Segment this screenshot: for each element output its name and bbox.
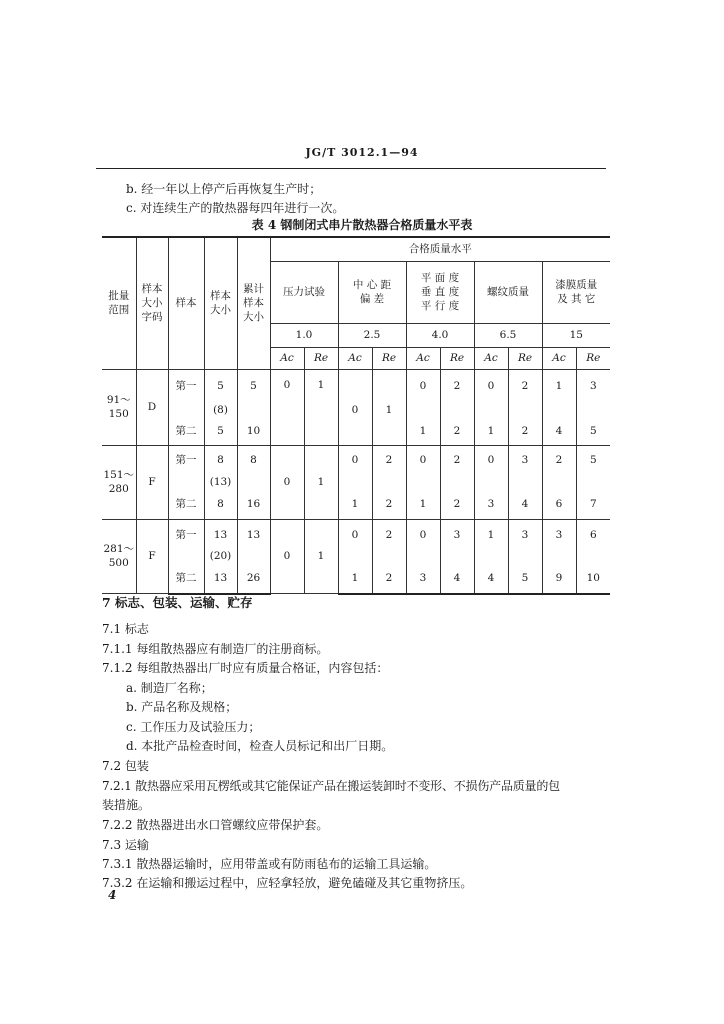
section-7-3-2: 7.3.2 在运输和搬运过程中，应轻拿轻放，避免磕碰及其它重物挤压。 (102, 876, 473, 890)
re-label: Re (576, 347, 610, 369)
value-cell: 2 (508, 417, 542, 445)
value-cell: 1 (474, 417, 508, 445)
sample-size-mid: (8) (204, 403, 237, 417)
pressure-re: 1 (304, 369, 338, 445)
value-cell: 2 (542, 445, 576, 475)
section-7-2-1: 7.2.1 散热器应采用瓦楞纸或其它能保证产品在搬运装卸时不变形、不损伤产品质量的包 (102, 779, 560, 793)
value-cell: 4 (508, 489, 542, 519)
list-item-d: d. 本批产品检查时间，检查人员标记和出厂日期。 (126, 739, 394, 753)
value-cell: 4 (440, 564, 474, 594)
aql-value: 4.0 (406, 323, 474, 347)
section-7-3-1: 7.3.1 散热器运输时，应用带盖或有防雨毡布的运输工具运输。 (102, 857, 437, 871)
head-item-thread: 螺纹质量 (474, 261, 542, 323)
value-cell: 0 (338, 403, 372, 445)
sample-size-first: 5 (204, 369, 237, 403)
value-cell: 0 (406, 369, 440, 403)
sample-size-second: 5 (204, 417, 237, 445)
head-qualified-level: 合格质量水平 (270, 237, 610, 261)
sample-size-second: 8 (204, 489, 237, 519)
value-cell: 2 (508, 369, 542, 403)
aql-value: 6.5 (474, 323, 542, 347)
head-item-center-distance: 中 心 距 偏 差 (338, 261, 406, 323)
value-cell: 4 (474, 564, 508, 594)
section-7-1: 7.1 标志 (102, 622, 149, 636)
pressure-ac: 0 (270, 369, 304, 445)
section-7-3: 7.3 运输 (102, 838, 149, 852)
head-batch-range: 批量 范围 (102, 237, 136, 369)
head-item-flatness: 平 面 度 垂 直 度 平 行 度 (406, 261, 474, 323)
value-cell: 1 (406, 489, 440, 519)
re-label: Re (304, 347, 338, 369)
value-cell: 2 (440, 369, 474, 403)
head-sample-size: 样本 大小 (204, 237, 237, 369)
aql-value: 2.5 (338, 323, 406, 347)
value-cell: 5 (576, 445, 610, 475)
value-cell: 1 (338, 564, 372, 594)
list-item-b: b. 产品名称及规格； (126, 700, 238, 714)
value-cell: 7 (576, 489, 610, 519)
aql-value: 15 (542, 323, 610, 347)
cumulative-second: 16 (237, 489, 270, 519)
intro-item-b: b. 经一年以上停产后再恢复生产时； (126, 182, 322, 196)
section-7-2: 7.2 包装 (102, 759, 149, 773)
value-cell: 3 (542, 519, 576, 549)
head-item-paint: 漆膜质量 及 其 它 (542, 261, 610, 323)
ac-label: Ac (474, 347, 508, 369)
value-cell: 2 (440, 489, 474, 519)
aql-value: 1.0 (270, 323, 338, 347)
value-cell: 4 (542, 417, 576, 445)
section-7-title: 7 标志、包装、运输、贮存 (102, 595, 253, 610)
sample-second: 第二 (168, 417, 204, 445)
ac-label: Ac (338, 347, 372, 369)
pressure-ac: 0 (270, 519, 304, 593)
head-item-pressure: 压力试验 (270, 261, 338, 323)
value-cell: 6 (542, 489, 576, 519)
section-7-2-1-cont: 装措施。 (102, 798, 151, 812)
value-cell: 5 (508, 564, 542, 594)
value-cell: 3 (440, 519, 474, 549)
size-code-cell: F (136, 519, 168, 593)
value-cell (338, 369, 372, 403)
sample-size-second: 13 (204, 564, 237, 594)
table-caption: 表 4 钢制闭式串片散热器合格质量水平表 (251, 218, 473, 232)
value-cell: 1 (338, 489, 372, 519)
list-item-a: a. 制造厂名称； (126, 681, 213, 695)
value-cell: 2 (440, 417, 474, 445)
value-cell: 3 (508, 519, 542, 549)
pressure-ac: 0 (270, 445, 304, 519)
sample-size-first: 13 (204, 519, 237, 549)
value-cell: 2 (372, 519, 406, 549)
value-cell: 6 (576, 519, 610, 549)
value-cell: 1 (406, 417, 440, 445)
value-cell: 0 (474, 445, 508, 475)
sample-size-first: 8 (204, 445, 237, 475)
re-label: Re (508, 347, 542, 369)
section-7-2-2: 7.2.2 散热器进出水口管螺纹应带保护套。 (102, 818, 329, 832)
head-cumulative-size: 累计 样本 大小 (237, 237, 270, 369)
cumulative-first: 8 (237, 445, 270, 475)
section-7-1-2: 7.1.2 每组散热器出厂时应有质量合格证，内容包括： (102, 661, 389, 675)
value-cell: 3 (406, 564, 440, 594)
value-cell: 0 (406, 519, 440, 549)
head-size-code: 样本 大小 字码 (136, 237, 168, 369)
value-cell: 2 (372, 564, 406, 594)
cumulative-second: 26 (237, 564, 270, 594)
re-label: Re (440, 347, 474, 369)
list-item-c: c. 工作压力及试验压力； (126, 720, 261, 734)
head-sample: 样本 (168, 237, 204, 369)
sample-second: 第二 (168, 489, 204, 519)
intro-item-c: c. 对连续生产的散热器每四年进行一次。 (126, 201, 345, 215)
value-cell: 0 (406, 445, 440, 475)
cumulative-second: 10 (237, 417, 270, 445)
pressure-re: 1 (304, 519, 338, 593)
value-cell: 0 (474, 369, 508, 403)
quality-level-table (102, 236, 610, 595)
value-cell: 3 (474, 489, 508, 519)
header-rule (96, 168, 606, 169)
value-cell: 5 (576, 417, 610, 445)
ac-label: Ac (542, 347, 576, 369)
value-cell: 2 (372, 445, 406, 475)
page-number: 4 (108, 888, 117, 902)
sample-second: 第二 (168, 564, 204, 594)
sample-size-mid: (20) (204, 549, 237, 563)
size-code-cell: F (136, 445, 168, 519)
cumulative-first: 5 (237, 369, 270, 403)
value-cell: 0 (338, 445, 372, 475)
batch-range-cell: 91～ 150 (102, 369, 136, 445)
sample-first: 第一 (168, 445, 204, 475)
re-label: Re (372, 347, 406, 369)
value-cell: 1 (542, 369, 576, 403)
sample-size-mid: (13) (204, 475, 237, 489)
sample-first: 第一 (168, 369, 204, 403)
value-cell: 1 (372, 403, 406, 445)
pressure-re: 1 (304, 445, 338, 519)
size-code-cell: D (136, 369, 168, 445)
cumulative-first: 13 (237, 519, 270, 549)
value-cell: 2 (440, 445, 474, 475)
value-cell: 3 (576, 369, 610, 403)
value-cell: 1 (474, 519, 508, 549)
value-cell: 9 (542, 564, 576, 594)
ac-label: Ac (406, 347, 440, 369)
value-cell: 2 (372, 489, 406, 519)
sample-first: 第一 (168, 519, 204, 549)
batch-range-cell: 281～ 500 (102, 519, 136, 593)
value-cell (372, 369, 406, 403)
ac-label: Ac (270, 347, 304, 369)
value-cell: 3 (508, 445, 542, 475)
value-cell: 0 (338, 519, 372, 549)
batch-range-cell: 151～ 280 (102, 445, 136, 519)
value-cell: 10 (576, 564, 610, 594)
page-header: JG/T 3012.1—94 (305, 146, 419, 159)
section-7-1-1: 7.1.1 每组散热器应有制造厂的注册商标。 (102, 642, 329, 656)
